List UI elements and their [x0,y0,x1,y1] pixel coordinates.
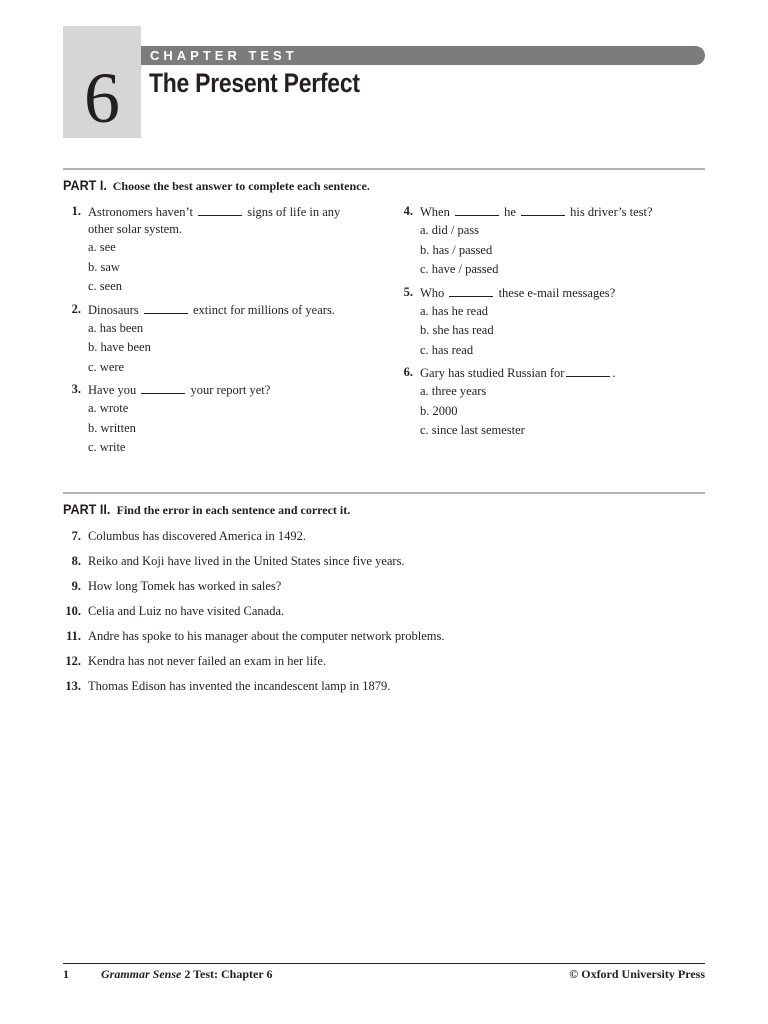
option-a: a. three years [420,384,487,398]
question-text: How long Tomek has worked in sales? [88,579,282,593]
part2-divider [63,492,705,494]
option-b: b. saw [88,259,120,274]
footer-book-title [101,967,272,982]
option-b: b. have been [88,340,151,354]
book-title-italic: Grammar Sense [101,967,182,981]
part2-question-list [63,527,703,702]
question-number: 11. [66,629,81,643]
question-text: Thomas Edison has invented the incandescent lamp in 1879. [88,679,391,693]
option-c: c. has read [420,342,474,357]
part1-divider [63,168,705,170]
question-text: Andre has spoke to his manager about the computer network problems. [88,629,445,643]
stem-text: Dinosaurs [88,302,139,317]
footer-divider [63,963,705,964]
question-number: 5. [403,284,413,299]
question-stem [420,204,695,221]
question-3 [63,382,363,458]
stem-text: When [420,205,450,219]
page-title: The Present Perfect [149,68,360,98]
question-stem [88,382,363,399]
question-number: 10. [65,604,81,618]
answer-blank [449,286,493,297]
question-stem [88,302,363,319]
question-number: 6. [403,365,413,379]
page-number: 1 [63,967,69,981]
question-text: Reiko and Koji have lived in the United States since five years. [88,554,405,568]
stem-text: Have you [88,383,137,397]
stem-text: extinct for millions of years. [192,302,335,317]
question-number: 1. [71,204,81,218]
question-stem [420,365,695,382]
book-title-rest: 2 Test: Chapter 6 [181,967,273,981]
part1-instructions: Choose the best answer to complete each sentence. [112,179,370,193]
stem-text: signs of life in any other solar system. [88,205,341,236]
answer-blank [566,366,610,377]
answer-blank [521,205,565,216]
option-b: b. 2000 [420,403,458,418]
chapter-test-label: CHAPTER TEST [150,48,298,63]
part2-label: PART II. [63,501,111,517]
question-stem [88,204,363,238]
question-text: Columbus has discovered America in 1492. [88,529,307,543]
stem-text: his driver’s test? [570,205,653,219]
option-a: a. wrote [88,401,129,415]
question-8 [63,552,703,577]
option-b: b. has / passed [420,242,493,257]
question-2 [63,302,363,378]
answer-blank [198,205,242,216]
part1-right-column [395,204,695,446]
question-7 [63,527,703,552]
question-stem [420,285,695,302]
stem-text: Gary has studied Russian for [420,366,565,380]
option-c: c. have / passed [420,262,499,276]
question-number: 4. [403,204,413,218]
question-5 [395,285,695,361]
option-a: a. see [88,240,116,254]
option-c: c. seen [88,279,123,293]
stem-text: these e-mail messages? [498,285,616,300]
question-10 [63,602,703,627]
option-a: a. has he read [420,303,489,318]
part1-left-column [63,204,363,463]
part1-label: PART I. [63,177,107,193]
option-c: c. were [88,359,125,374]
answer-blank [144,303,188,314]
stem-text: Astronomers haven’t [88,205,193,219]
option-c: c. write [88,440,126,454]
question-text: Celia and Luiz no have visited Canada. [88,604,285,618]
question-1 [63,204,363,297]
question-number: 2. [71,301,81,316]
stem-text: he [504,205,516,219]
answer-blank [141,383,185,394]
question-6 [395,365,695,441]
question-12 [63,652,703,677]
question-number: 13. [65,679,81,693]
chapter-number: 6 [84,58,120,138]
part2-heading [63,501,350,518]
option-b: b. she has read [420,323,494,337]
part2-instructions: Find the error in each sentence and correct it. [116,503,351,517]
question-4 [395,204,695,280]
option-b: b. written [88,420,136,435]
question-number: 7. [71,529,81,543]
answer-blank [455,205,499,216]
option-a: a. has been [88,320,144,335]
question-number: 12. [65,654,81,668]
option-a: a. did / pass [420,223,480,237]
stem-text: . [612,366,616,380]
question-11 [63,627,703,652]
question-13 [63,677,703,702]
footer-copyright: © Oxford University Press [569,967,705,981]
question-text: Kendra has not never failed an exam in her life. [88,654,327,668]
question-number: 8. [71,554,81,568]
option-c: c. since last semester [420,423,525,437]
question-number: 3. [71,382,81,396]
stem-text: Who [420,285,445,300]
stem-text: your report yet? [190,383,271,397]
question-number: 9. [71,579,81,593]
question-9 [63,577,703,602]
part1-heading [63,177,370,194]
